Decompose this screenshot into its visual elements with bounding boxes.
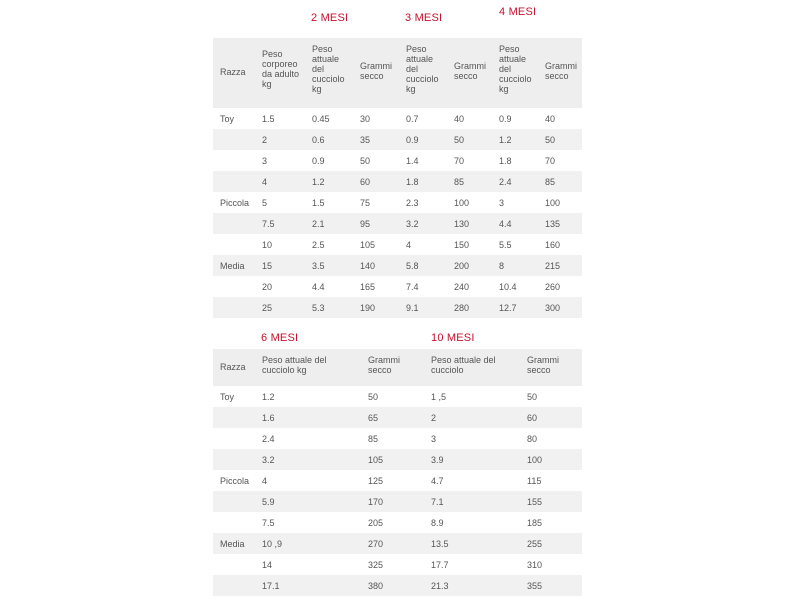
table-cell: 5.5 [499,240,512,250]
table-cell: 21.3 [431,581,449,591]
table-cell: 8.9 [431,518,444,528]
table-cell: 150 [454,240,470,250]
table-cell: 70 [545,156,556,166]
table-cell: 0.9 [406,135,419,145]
table-cell: 3.9 [431,455,444,465]
table-cell: 3 [499,198,505,208]
table-cell: 2.4 [499,177,512,187]
col-peso-cucciolo-6m: Peso attuale del cucciolo kg [262,355,327,375]
col-peso-cucciolo-2m: Peso attuale del cucciolo kg [312,44,345,94]
month-header-3-mesi: 3 MESI [405,12,443,24]
table-cell: 0.9 [499,114,512,124]
table-cell: 50 [454,135,465,145]
table-row [213,449,582,470]
table-cell: 2.1 [312,219,325,229]
col-grammi-2m: Grammi secco [360,61,392,81]
puppy-feeding-table-2 [213,325,582,597]
table-cell: 240 [454,282,470,292]
table-cell: 5.3 [312,303,325,313]
table-cell: 7.4 [406,282,419,292]
table-cell: 1.5 [312,198,325,208]
table-cell: 140 [360,261,376,271]
month-header-2-mesi: 2 MESI [311,12,349,24]
table-cell: 10 ,9 [262,539,283,549]
table-cell: 355 [527,581,543,591]
table-cell: 100 [527,455,543,465]
table-cell: 2 [262,135,268,145]
col-grammi-4m: Grammi secco [545,61,577,81]
breed-cell: Media [220,539,245,549]
table-cell: 8 [499,261,505,271]
table-cell: 50 [545,135,556,145]
breed-cell: Media [220,261,245,271]
col-grammi-3m: Grammi secco [454,61,486,81]
table-cell: 50 [527,392,538,402]
table-cell: 165 [360,282,376,292]
table-cell: 12.7 [499,303,517,313]
table-cell: 160 [545,240,561,250]
table-cell: 100 [454,198,470,208]
table-cell: 1.6 [262,413,275,423]
table-cell: 2.4 [262,434,275,444]
table-cell: 215 [545,261,561,271]
table-cell: 190 [360,303,376,313]
table-cell: 125 [368,476,384,486]
table-cell: 1.2 [312,177,325,187]
breed-cell: Piccola [220,198,250,208]
table-cell: 0.6 [312,135,325,145]
table-cell: 17.1 [262,581,280,591]
table-row [213,512,582,533]
col-peso-cucciolo-10m: Peso attuale del cucciolo [431,355,496,375]
table-cell: 4.7 [431,476,444,486]
table-cell: 1.2 [262,392,275,402]
table-cell: 10 [262,240,273,250]
table-cell: 135 [545,219,561,229]
table-row [213,428,582,449]
table-row [213,470,582,491]
table-cell: 115 [527,476,542,486]
table-cell: 85 [545,177,556,187]
table-cell: 130 [454,219,470,229]
table-cell: 2.5 [312,240,325,250]
table-cell: 170 [368,497,384,507]
table-cell: 155 [527,497,543,507]
table-cell: 80 [527,434,538,444]
table-cell: 75 [360,198,371,208]
table-cell: 280 [454,303,470,313]
table-cell: 4.4 [499,219,512,229]
month-header-4-mesi: 4 MESI [499,6,537,18]
table-cell: 325 [368,560,384,570]
table-row [213,150,582,171]
table-cell: 105 [368,455,384,465]
table-cell: 270 [368,539,384,549]
table-cell: 1.8 [406,177,419,187]
table-cell: 40 [545,114,556,124]
table-cell: 3.2 [262,455,275,465]
table-cell: 105 [360,240,376,250]
puppy-feeding-table-1 [213,0,582,320]
table-row [213,276,582,297]
table-row [213,255,582,276]
table-cell: 85 [368,434,379,444]
table-cell: 255 [527,539,543,549]
table-cell: 7.1 [431,497,444,507]
table-cell: 0.9 [312,156,325,166]
table-cell: 100 [545,198,561,208]
table-cell: 380 [368,581,384,591]
table-cell: 10.4 [499,282,517,292]
table-row [213,297,582,318]
table-cell: 5 [262,198,268,208]
table-cell: 25 [262,303,273,313]
table-header-row [213,38,582,108]
table-cell: 20 [262,282,273,292]
table-cell: 2 [431,413,437,423]
table-cell: 5.9 [262,497,275,507]
table-cell: 15 [262,261,273,271]
table-cell: 1.5 [262,114,275,124]
breed-cell: Toy [220,114,235,124]
breed-cell: Piccola [220,476,250,486]
table-cell: 60 [527,413,538,423]
table-cell: 70 [454,156,465,166]
table-cell: 4.4 [312,282,325,292]
table-cell: 2.3 [406,198,419,208]
table-cell: 300 [545,303,561,313]
table-cell: 200 [454,261,470,271]
table-cell: 30 [360,114,371,124]
table-cell: 3.5 [312,261,325,271]
breed-cell: Toy [220,392,235,402]
table-cell: 7.5 [262,518,275,528]
table-cell: 1 ,5 [431,392,447,402]
table-cell: 4 [262,177,268,187]
table-row [213,171,582,192]
table-cell: 1.2 [499,135,512,145]
table-cell: 1.8 [499,156,512,166]
table-cell: 3.2 [406,219,419,229]
col-peso-cucciolo-3m: Peso attuale del cucciolo kg [406,44,439,94]
table-cell: 65 [368,413,379,423]
table-cell: 0.7 [406,114,419,124]
table-cell: 17.7 [431,560,449,570]
table-row [213,491,582,512]
table-cell: 3 [431,434,437,444]
col-razza: Razza [220,67,246,77]
col-razza: Razza [220,362,246,372]
table-row [213,234,582,255]
table-cell: 3 [262,156,268,166]
month-header-6-mesi: 6 MESI [261,332,299,344]
table-cell: 205 [368,518,384,528]
col-peso-cucciolo-4m: Peso attuale del cucciolo kg [499,44,532,94]
table-cell: 35 [360,135,371,145]
col-peso-adulto: Peso corporeo da adulto kg [262,49,300,89]
table-row [213,386,582,407]
col-grammi-10m: Grammi secco [527,355,559,375]
table-cell: 85 [454,177,465,187]
table-cell: 7.5 [262,219,275,229]
table-cell: 95 [360,219,371,229]
table-cell: 0.45 [312,114,330,124]
table-cell: 5.8 [406,261,419,271]
table-cell: 4 [262,476,268,486]
table-cell: 310 [527,560,543,570]
table-cell: 14 [262,560,273,570]
table-row [213,192,582,213]
table-header-row [213,349,582,386]
table-cell: 1.4 [406,156,419,166]
table-cell: 9.1 [406,303,419,313]
table-cell: 260 [545,282,561,292]
table-cell: 50 [368,392,379,402]
table-row [213,407,582,428]
table-cell: 13.5 [431,539,449,549]
table-cell: 40 [454,114,465,124]
table-row [213,108,582,129]
col-grammi-6m: Grammi secco [368,355,400,375]
table-row [213,129,582,150]
table-row [213,554,582,575]
table-cell: 4 [406,240,412,250]
table-cell: 60 [360,177,371,187]
table-row [213,575,582,596]
table-cell: 185 [527,518,543,528]
table-cell: 50 [360,156,371,166]
table-row [213,213,582,234]
table-row [213,533,582,554]
month-header-10-mesi: 10 MESI [431,332,475,344]
